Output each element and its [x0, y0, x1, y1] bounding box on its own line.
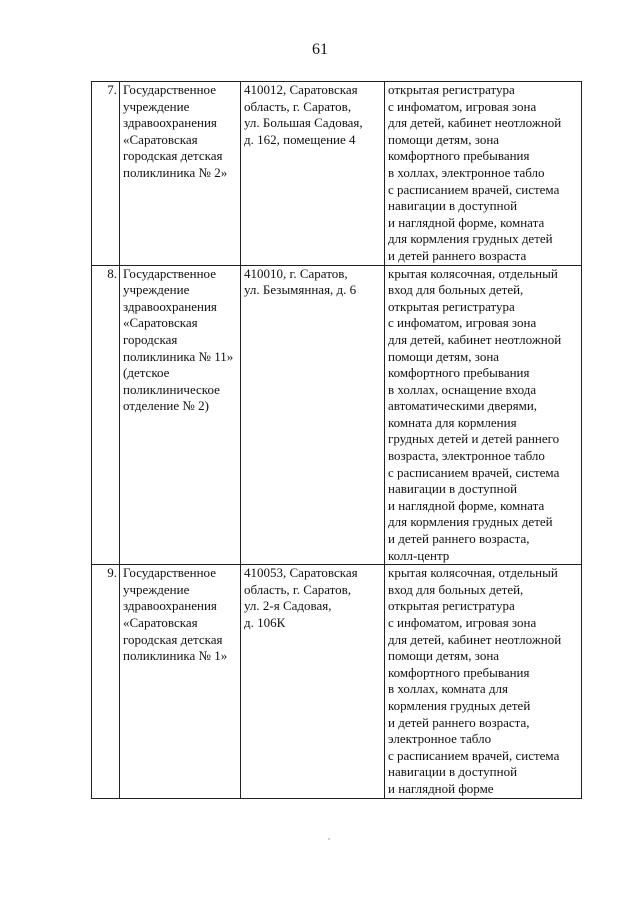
- institutions-table: [91, 81, 582, 799]
- text-line: комфортного пребывания: [388, 148, 530, 164]
- text-line: колл-центр: [388, 547, 450, 563]
- text-line: городская детская: [123, 631, 223, 647]
- text-line: навигации в доступной: [388, 481, 518, 497]
- text-line: для кормления грудных детей: [388, 514, 553, 530]
- row-number: 8.: [92, 265, 120, 565]
- row-number: 7.: [92, 82, 120, 266]
- institution-features: [385, 565, 582, 798]
- institution-name: [120, 565, 241, 798]
- text-line: д. 162, помещение 4: [244, 131, 356, 147]
- text-line: для детей, кабинет неотложной: [388, 331, 562, 347]
- text-line: и детей раннего возраста,: [388, 531, 530, 547]
- text-line: комфортного пребывания: [388, 664, 530, 680]
- text-line: помощи детям, зона: [388, 348, 500, 364]
- text-line: учреждение: [123, 282, 190, 298]
- table-row: [92, 82, 582, 266]
- text-line: вход для больных детей,: [388, 581, 524, 597]
- text-line: Государственное: [123, 265, 216, 281]
- institution-name: [120, 265, 241, 565]
- text-line: и детей раннего возраста,: [388, 714, 530, 730]
- text-line: ул. Безымянная, д. 6: [244, 282, 357, 298]
- institution-address: [241, 265, 385, 565]
- text-line: электронное табло: [388, 731, 492, 747]
- text-line: для детей, кабинет неотложной: [388, 631, 562, 647]
- text-line: поликлиника № 2»: [123, 164, 228, 180]
- text-line: грудных детей и детей раннего: [388, 431, 560, 447]
- text-line: ул. 2-я Садовая,: [244, 598, 332, 614]
- text-line: возраста, электронное табло: [388, 448, 545, 464]
- scan-speck: [328, 838, 330, 840]
- text-line: навигации в доступной: [388, 198, 518, 214]
- text-line: 410010, г. Саратов,: [244, 265, 348, 281]
- table-row: [92, 265, 582, 565]
- text-line: Государственное: [123, 82, 216, 97]
- text-line: кормления грудных детей: [388, 697, 531, 713]
- text-line: 410053, Саратовская: [244, 565, 358, 581]
- text-line: и наглядной форме, комната: [388, 497, 545, 513]
- text-line: помощи детям, зона: [388, 131, 500, 147]
- text-line: с инфоматом, игровая зона: [388, 98, 537, 114]
- text-line: и детей раннего возраста: [388, 247, 527, 263]
- text-line: в холлах, комната для: [388, 681, 508, 697]
- institution-address: [241, 565, 385, 798]
- text-line: область, г. Саратов,: [244, 98, 352, 114]
- text-line: поликлиническое: [123, 381, 220, 397]
- page-number: 61: [312, 41, 328, 58]
- text-line: в холлах, электронное табло: [388, 164, 545, 180]
- text-line: открытая регистратура: [388, 298, 515, 314]
- text-line: «Саратовская: [123, 131, 198, 147]
- text-line: открытая регистратура: [388, 82, 515, 97]
- text-line: в холлах, оснащение входа: [388, 381, 537, 397]
- institution-name: [120, 82, 241, 266]
- text-line: и наглядной форме: [388, 780, 494, 796]
- text-line: крытая колясочная, отдельный: [388, 265, 558, 281]
- text-line: комфортного пребывания: [388, 365, 530, 381]
- text-line: для детей, кабинет неотложной: [388, 115, 562, 131]
- text-line: здравоохранения: [123, 115, 217, 131]
- institution-features: [385, 82, 582, 266]
- text-line: с расписанием врачей, система: [388, 747, 560, 763]
- text-line: и наглядной форме, комната: [388, 214, 545, 230]
- text-line: крытая колясочная, отдельный: [388, 565, 558, 581]
- text-line: комната для кормления: [388, 414, 517, 430]
- text-line: 410012, Саратовская: [244, 82, 358, 97]
- text-line: городская: [123, 331, 178, 347]
- text-line: д. 106К: [244, 615, 286, 630]
- text-line: помощи детям, зона: [388, 648, 500, 664]
- text-line: навигации в доступной: [388, 764, 518, 780]
- text-line: городская детская: [123, 148, 223, 164]
- text-line: для кормления грудных детей: [388, 231, 553, 247]
- table-body: [92, 82, 582, 799]
- text-line: вход для больных детей,: [388, 282, 524, 298]
- table-row: [92, 565, 582, 798]
- text-line: отделение № 2): [123, 398, 209, 414]
- text-line: учреждение: [123, 98, 190, 114]
- text-line: «Саратовская: [123, 315, 198, 331]
- institution-address: [241, 82, 385, 266]
- text-line: поликлиника № 1»: [123, 648, 228, 664]
- text-line: открытая регистратура: [388, 598, 515, 614]
- text-line: здравоохранения: [123, 598, 217, 614]
- text-line: область, г. Саратов,: [244, 581, 352, 597]
- text-line: автоматическими дверями,: [388, 398, 538, 414]
- text-line: учреждение: [123, 581, 190, 597]
- institution-features: [385, 265, 582, 565]
- text-line: здравоохранения: [123, 298, 217, 314]
- text-line: (детское: [123, 365, 170, 381]
- text-line: «Саратовская: [123, 615, 198, 630]
- text-line: с расписанием врачей, система: [388, 464, 560, 480]
- row-number: 9.: [92, 565, 120, 798]
- text-line: ул. Большая Садовая,: [244, 115, 363, 131]
- text-line: с расписанием врачей, система: [388, 181, 560, 197]
- text-line: с инфоматом, игровая зона: [388, 615, 537, 630]
- text-line: Государственное: [123, 565, 216, 581]
- text-line: поликлиника № 11»: [123, 348, 234, 364]
- text-line: с инфоматом, игровая зона: [388, 315, 537, 331]
